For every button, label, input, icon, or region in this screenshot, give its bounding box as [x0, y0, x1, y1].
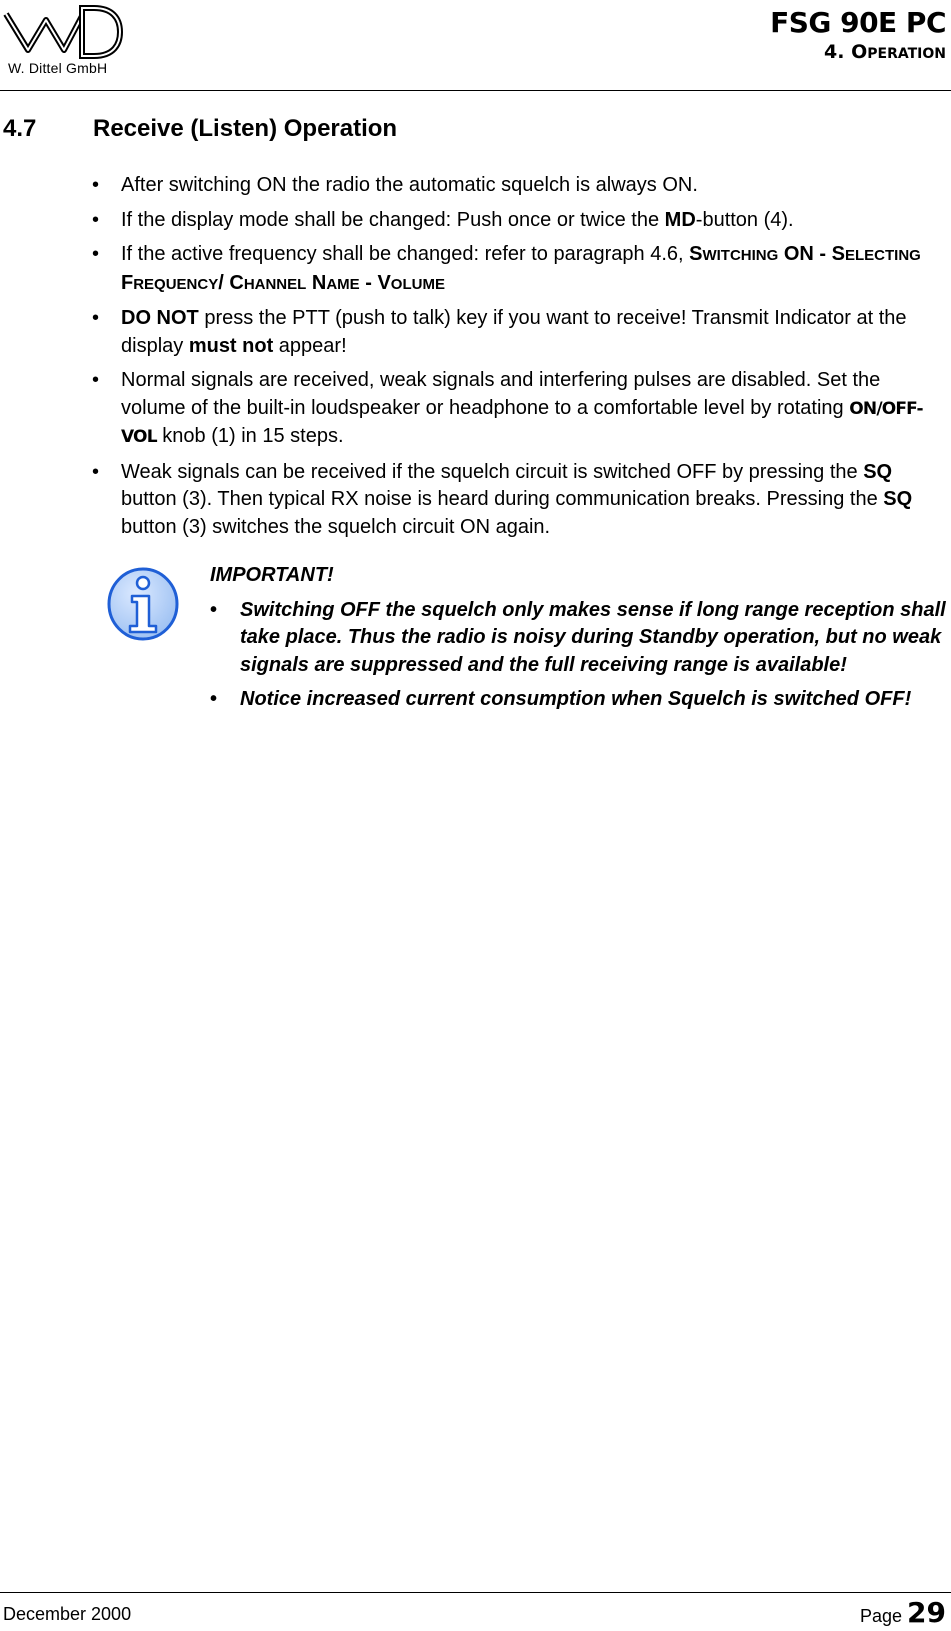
note-item	[210, 597, 950, 680]
bullet-marker: •	[92, 460, 100, 483]
bullet-text: Weak signals can be received if the squelch circuit is switched OFF by pressing the	[121, 460, 864, 483]
note-title: IMPORTANT!	[210, 564, 334, 586]
note-text: Notice increased current consumption when Squelch is switched OFF!	[240, 688, 912, 710]
bullet-marker: •	[92, 307, 100, 329]
bullet-marker: •	[210, 598, 218, 621]
page-label: Page	[859, 1606, 908, 1626]
bullet-text: If the active frequency shall be changed: refer to paragraph 4.6,	[121, 243, 690, 265]
wd-logo-icon	[2, 2, 124, 62]
bullet-text: After switching ON the radio the automatic squelch is always ON.	[121, 174, 698, 196]
page-header	[0, 0, 951, 92]
chapter-number: 4. O	[824, 41, 868, 63]
bullet-marker: •	[92, 369, 100, 391]
footer-divider	[0, 1592, 951, 1593]
bullet-text: Normal signals are received, weak signals and interfering pulses are disabled. Set the volume of the built-in loudspeaker or headphone to a comfortable level by rotating	[121, 369, 881, 419]
footer-date: December 2000	[3, 1604, 132, 1624]
bullet-list	[92, 172, 947, 548]
bullet-text: appear!	[273, 334, 347, 357]
bullet-text: button (3) switches the squelch circuit ON again.	[121, 515, 551, 538]
bullet-text: press the PTT (push to talk) key if you want to receive! Transmit Indicator at the display	[121, 307, 907, 357]
section-number: 4.7	[3, 115, 37, 142]
sq-button-label: SQ	[883, 488, 913, 510]
bullet-text: knob (1) in 15 steps.	[156, 425, 344, 447]
header-titles	[770, 6, 946, 66]
bullet-item	[92, 305, 947, 360]
md-button-label: MD	[664, 208, 696, 231]
sq-button-label: SQ	[863, 460, 893, 483]
page-number	[860, 1596, 946, 1629]
bullet-marker: •	[210, 688, 218, 710]
important-note	[210, 562, 950, 721]
bullet-item	[92, 172, 947, 200]
paragraph-reference: SWITCHING ON - SELECTING FREQUENCY/ CHANNEL NAME - VOLUME	[121, 243, 921, 294]
bullet-text: -button (4).	[695, 208, 794, 231]
knob-label: ON/OFF-VOL	[121, 398, 923, 447]
bullet-marker: •	[92, 174, 100, 196]
chapter-name: PERATION	[867, 46, 946, 62]
section-heading	[3, 115, 397, 143]
section-title: Receive (Listen) Operation	[93, 115, 398, 142]
bullet-marker: •	[92, 208, 100, 231]
chapter-title	[770, 40, 946, 66]
header-divider	[0, 90, 951, 91]
bullet-item	[92, 459, 947, 542]
page-number-value: 29	[907, 1596, 946, 1629]
bullet-marker: •	[92, 243, 100, 265]
note-text: Switching OFF the squelch only makes sense if long range reception shall take place. Thus the radio is noisy during Standby operation, but no weak signals are suppressed and the full receiving range is available!	[240, 598, 946, 676]
info-icon	[106, 566, 180, 642]
note-list	[210, 597, 950, 714]
bullet-text: button (3). Then typical RX noise is heard during communication breaks. Pressing the	[121, 488, 884, 510]
bullet-item	[92, 241, 947, 298]
note-item	[210, 686, 950, 714]
bullet-text: If the display mode shall be changed: Push once or twice the	[121, 208, 665, 231]
logo-caption: W. Dittel GmbH	[8, 60, 108, 76]
model-name: FSG 90E PC	[770, 6, 946, 39]
emphasis-text: must not	[188, 334, 274, 357]
emphasis-text: DO NOT	[121, 307, 199, 329]
bullet-item	[92, 367, 947, 452]
company-logo	[2, 2, 124, 76]
bullet-item	[92, 207, 947, 235]
